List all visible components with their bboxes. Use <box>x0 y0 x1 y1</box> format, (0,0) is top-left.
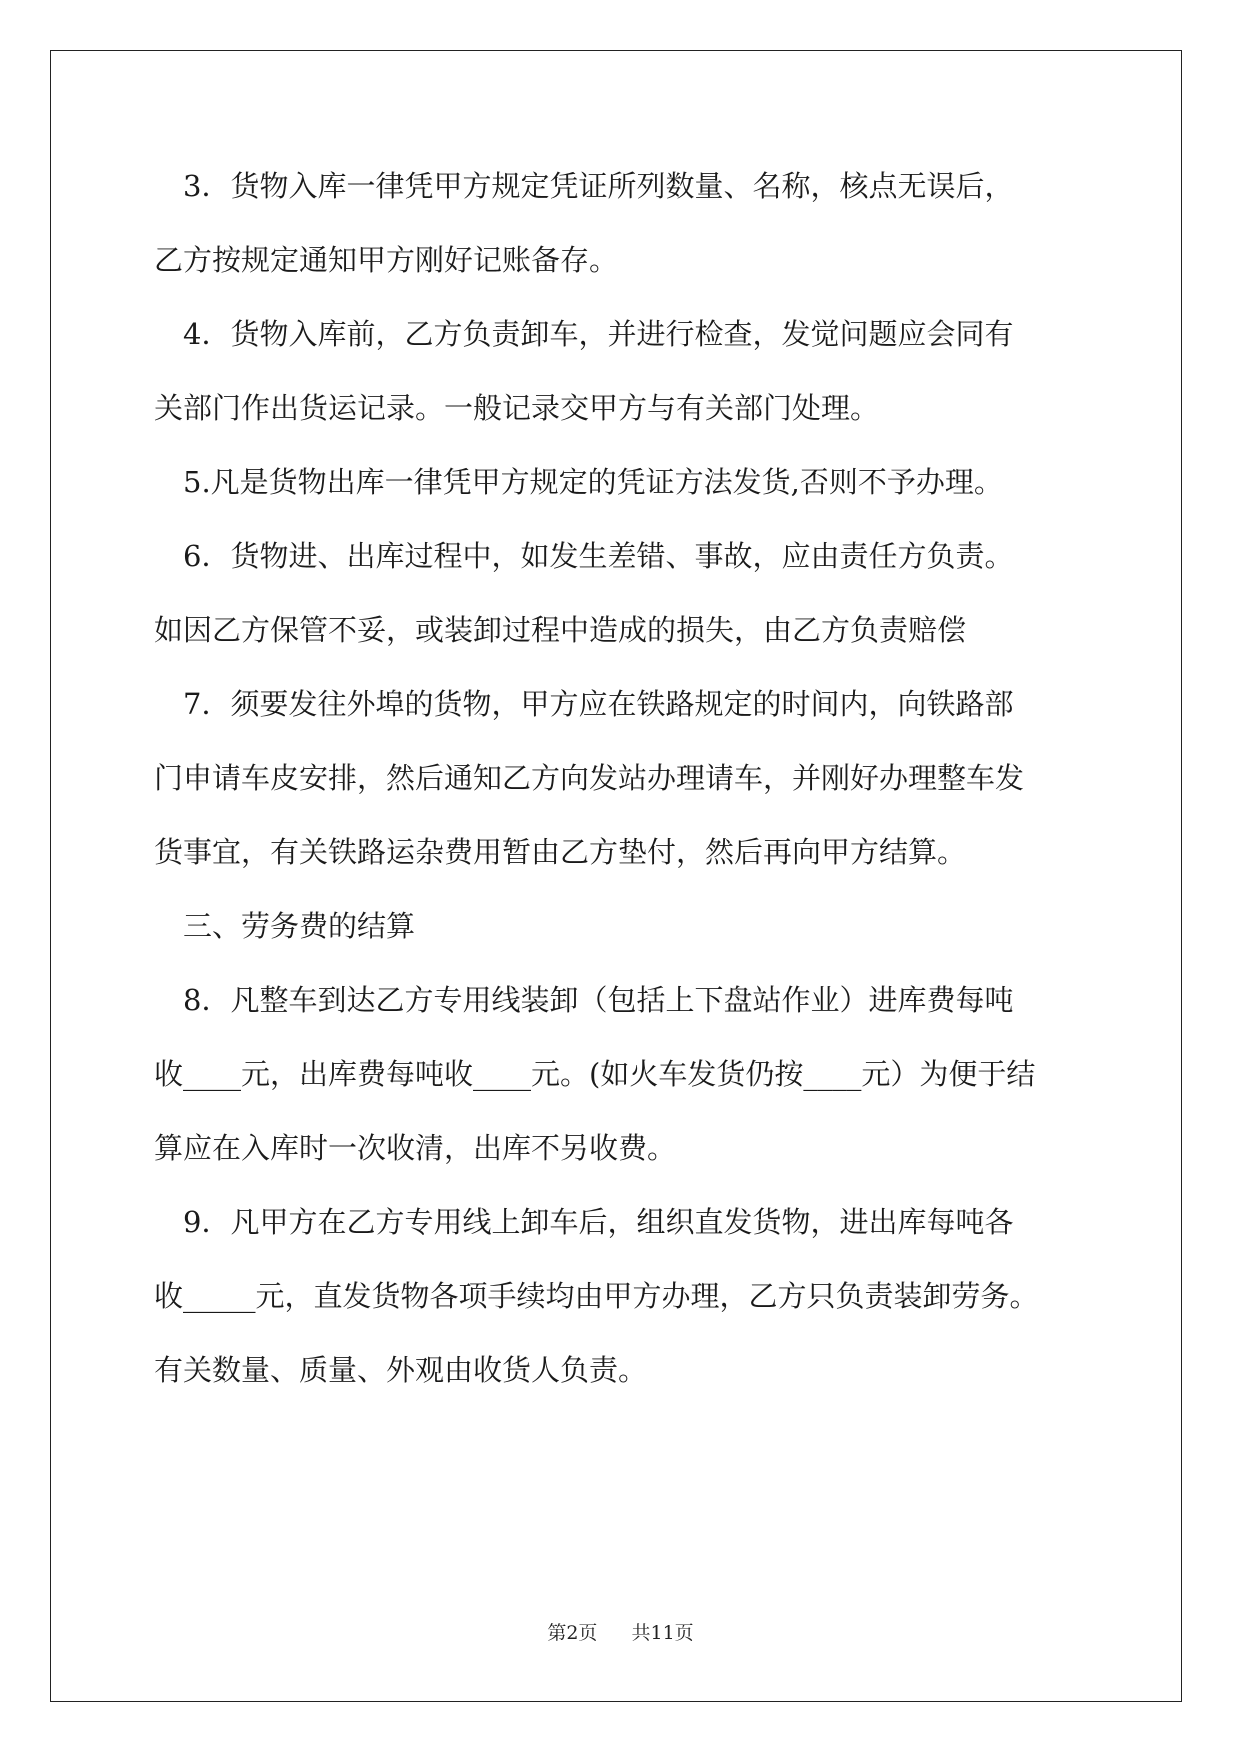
text-line: 算应在入库时一次收清，出库不另收费。 <box>154 1131 677 1165</box>
section-heading: 三、劳务费的结算 <box>154 909 416 943</box>
text-line: 货事宜，有关铁路运杂费用暂由乙方垫付，然后再向甲方结算。 <box>154 835 967 869</box>
text-line: 关部门作出货运记录。一般记录交甲方与有关部门处理。 <box>154 391 880 425</box>
text-line: 6．货物进、出库过程中，如发生差错、事故，应由责任方负责。 <box>154 539 1014 573</box>
text-line: 5.凡是货物出库一律凭甲方规定的凭证方法发货,否则不予办理。 <box>154 465 1003 499</box>
text-line: 8．凡整车到达乙方专用线装卸（包括上下盘站作业）进库费每吨 <box>154 983 1014 1017</box>
text-line: 门申请车皮安排，然后通知乙方向发站办理请车，并刚好办理整车发 <box>154 761 1025 795</box>
text-line: 9．凡甲方在乙方专用线上卸车后，组织直发货物，进出库每吨各 <box>154 1205 1014 1239</box>
page-total: 共11页 <box>631 1622 694 1644</box>
page-number: 第2页 <box>547 1622 598 1644</box>
text-line: 收____元，出库费每吨收____元。(如火车发货仍按____元）为便于结 <box>154 1057 1036 1091</box>
text-line: 如因乙方保管不妥，或装卸过程中造成的损失，由乙方负责赔偿 <box>154 613 967 647</box>
text-line: 7．须要发往外埠的货物，甲方应在铁路规定的时间内，向铁路部 <box>154 687 1014 721</box>
text-line: 有关数量、质量、外观由收货人负责。 <box>154 1353 648 1387</box>
text-line: 3．货物入库一律凭甲方规定凭证所列数量、名称，核点无误后， <box>154 169 1014 203</box>
page-footer <box>0 1618 1241 1645</box>
text-line: 收_____元，直发货物各项手续均由甲方办理，乙方只负责装卸劳务。 <box>154 1279 1039 1313</box>
text-line: 4．货物入库前，乙方负责卸车，并进行检查，发觉问题应会同有 <box>154 317 1014 351</box>
page-border <box>50 50 1182 1702</box>
text-line: 乙方按规定通知甲方刚好记账备存。 <box>154 243 619 277</box>
